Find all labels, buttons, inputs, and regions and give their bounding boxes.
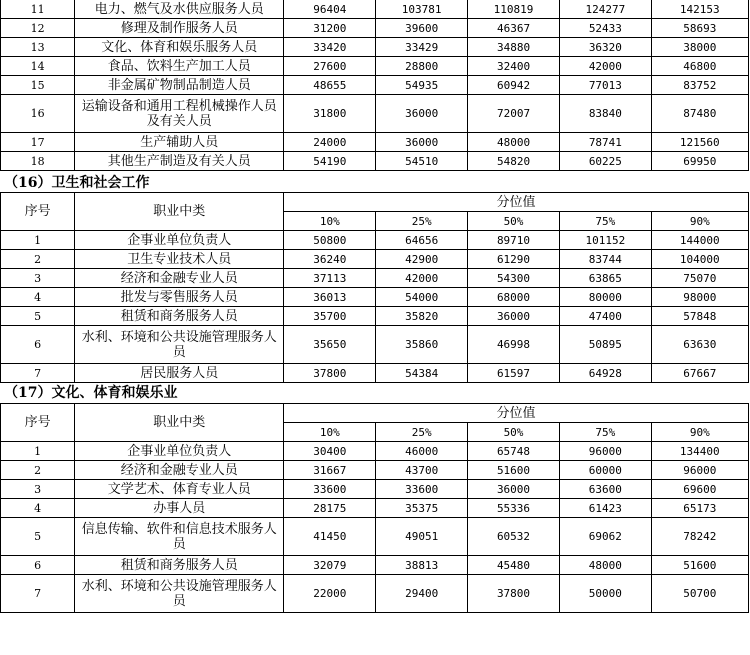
quantile-value: 121560 [651, 133, 748, 152]
occupation-name: 批发与零售服务人员 [75, 288, 284, 307]
quantile-value: 83744 [560, 250, 651, 269]
quantile-value: 46367 [467, 19, 559, 38]
quantile-value: 103781 [376, 0, 467, 19]
quantile-value: 65748 [467, 442, 559, 461]
quantile-value: 37800 [467, 575, 559, 613]
quantile-value: 89710 [467, 231, 559, 250]
quantile-value: 46998 [467, 326, 559, 364]
row-index: 16 [1, 95, 75, 133]
row-index: 1 [1, 442, 75, 461]
quantile-value: 69950 [651, 152, 748, 171]
table-row [1, 231, 749, 250]
table-body-section17 [1, 442, 749, 613]
table-row [1, 442, 749, 461]
quantile-value: 98000 [651, 288, 748, 307]
quantile-value: 54000 [376, 288, 467, 307]
row-index: 7 [1, 364, 75, 383]
header-p90: 90% [651, 212, 748, 231]
row-index: 18 [1, 152, 75, 171]
table-row [1, 364, 749, 383]
occupation-name: 经济和金融专业人员 [75, 269, 284, 288]
occupation-name: 居民服务人员 [75, 364, 284, 383]
row-index: 2 [1, 250, 75, 269]
quantile-value: 83752 [651, 76, 748, 95]
quantile-value: 43700 [376, 461, 467, 480]
row-index: 3 [1, 269, 75, 288]
quantile-value: 60942 [467, 76, 559, 95]
table-row [1, 95, 749, 133]
table-row [1, 461, 749, 480]
quantile-value: 42900 [376, 250, 467, 269]
quantile-value: 104000 [651, 250, 748, 269]
quantile-value: 87480 [651, 95, 748, 133]
quantile-value: 61290 [467, 250, 559, 269]
row-index: 17 [1, 133, 75, 152]
quantile-value: 63630 [651, 326, 748, 364]
row-index: 5 [1, 307, 75, 326]
quantile-value: 31667 [284, 461, 376, 480]
quantile-value: 27600 [284, 57, 376, 76]
table-row [1, 480, 749, 499]
quantile-value: 33600 [284, 480, 376, 499]
quantile-value: 48000 [467, 133, 559, 152]
row-index: 4 [1, 288, 75, 307]
quantile-value: 49051 [376, 518, 467, 556]
table-row [1, 250, 749, 269]
quantile-value: 60225 [560, 152, 651, 171]
header-p10: 10% [284, 212, 376, 231]
quantile-value: 36240 [284, 250, 376, 269]
quantile-value: 69062 [560, 518, 651, 556]
row-index: 4 [1, 499, 75, 518]
quantile-value: 36000 [467, 307, 559, 326]
row-index: 3 [1, 480, 75, 499]
section-title-16: （16）卫生和社会工作 [4, 175, 150, 191]
quantile-value: 55336 [467, 499, 559, 518]
occupation-name: 信息传输、软件和信息技术服务人员 [75, 518, 284, 556]
quantile-value: 57848 [651, 307, 748, 326]
occupation-name: 经济和金融专业人员 [75, 461, 284, 480]
occupation-name: 文化、体育和娱乐服务人员 [75, 38, 284, 57]
table-section17 [0, 403, 749, 613]
occupation-name: 生产辅助人员 [75, 133, 284, 152]
header-p50: 50% [467, 212, 559, 231]
table-row [1, 38, 749, 57]
quantile-value: 33429 [376, 38, 467, 57]
table-row [1, 288, 749, 307]
table-section16 [0, 192, 749, 383]
occupation-name: 租赁和商务服务人员 [75, 307, 284, 326]
quantile-value: 37800 [284, 364, 376, 383]
header-quantile: 分位值 [284, 193, 749, 212]
header-p10: 10% [284, 423, 376, 442]
row-index: 1 [1, 231, 75, 250]
occupation-name: 其他生产制造及有关人员 [75, 152, 284, 171]
quantile-value: 54384 [376, 364, 467, 383]
quantile-value: 58693 [651, 19, 748, 38]
table-body-section15 [1, 0, 749, 171]
occupation-name: 食品、饮料生产加工人员 [75, 57, 284, 76]
quantile-value: 61597 [467, 364, 559, 383]
row-index: 6 [1, 556, 75, 575]
section-title-17: （17）文化、体育和娱乐业 [4, 385, 178, 401]
occupation-name: 卫生专业技术人员 [75, 250, 284, 269]
quantile-value: 24000 [284, 133, 376, 152]
quantile-value: 31800 [284, 95, 376, 133]
quantile-value: 39600 [376, 19, 467, 38]
quantile-value: 72007 [467, 95, 559, 133]
table-row [1, 499, 749, 518]
row-index: 11 [1, 0, 75, 19]
occupation-name: 电力、燃气及水供应服务人员 [75, 0, 284, 19]
occupation-name: 企事业单位负责人 [75, 231, 284, 250]
table-row [1, 556, 749, 575]
occupation-name: 水利、环境和公共设施管理服务人员 [75, 326, 284, 364]
quantile-value: 60000 [560, 461, 651, 480]
quantile-value: 33600 [376, 480, 467, 499]
table-row [1, 19, 749, 38]
occupation-name: 办事人员 [75, 499, 284, 518]
quantile-value: 50700 [651, 575, 748, 613]
quantile-value: 78242 [651, 518, 748, 556]
quantile-value: 52433 [560, 19, 651, 38]
header-p75: 75% [560, 212, 651, 231]
quantile-value: 83840 [560, 95, 651, 133]
quantile-value: 36013 [284, 288, 376, 307]
header-p90: 90% [651, 423, 748, 442]
quantile-value: 67667 [651, 364, 748, 383]
occupation-name: 租赁和商务服务人员 [75, 556, 284, 575]
header-p25: 25% [376, 423, 467, 442]
quantile-value: 63865 [560, 269, 651, 288]
quantile-value: 77013 [560, 76, 651, 95]
occupation-name: 非金属矿物制品制造人员 [75, 76, 284, 95]
row-index: 13 [1, 38, 75, 57]
occupation-name: 水利、环境和公共设施管理服务人员 [75, 575, 284, 613]
quantile-value: 38813 [376, 556, 467, 575]
table-row [1, 307, 749, 326]
quantile-value: 33420 [284, 38, 376, 57]
quantile-value: 30400 [284, 442, 376, 461]
table-body-section16 [1, 231, 749, 383]
header-p75: 75% [560, 423, 651, 442]
quantile-value: 35650 [284, 326, 376, 364]
quantile-value: 51600 [651, 556, 748, 575]
quantile-value: 80000 [560, 288, 651, 307]
quantile-value: 35700 [284, 307, 376, 326]
quantile-value: 28175 [284, 499, 376, 518]
header-category: 职业中类 [75, 404, 284, 442]
quantile-value: 42000 [560, 57, 651, 76]
quantile-value: 54935 [376, 76, 467, 95]
quantile-value: 46000 [376, 442, 467, 461]
quantile-value: 75070 [651, 269, 748, 288]
table-row [1, 0, 749, 19]
quantile-value: 96404 [284, 0, 376, 19]
quantile-value: 142153 [651, 0, 748, 19]
quantile-value: 50800 [284, 231, 376, 250]
quantile-value: 32079 [284, 556, 376, 575]
quantile-value: 69600 [651, 480, 748, 499]
quantile-value: 47400 [560, 307, 651, 326]
quantile-value: 35375 [376, 499, 467, 518]
quantile-value: 22000 [284, 575, 376, 613]
quantile-value: 65173 [651, 499, 748, 518]
quantile-value: 35820 [376, 307, 467, 326]
table-row [1, 152, 749, 171]
quantile-value: 28800 [376, 57, 467, 76]
row-index: 12 [1, 19, 75, 38]
quantile-value: 34880 [467, 38, 559, 57]
row-index: 7 [1, 575, 75, 613]
quantile-value: 31200 [284, 19, 376, 38]
quantile-value: 50895 [560, 326, 651, 364]
occupation-name: 运输设备和通用工程机械操作人员及有关人员 [75, 95, 284, 133]
quantile-value: 46800 [651, 57, 748, 76]
quantile-value: 54300 [467, 269, 559, 288]
quantile-value: 60532 [467, 518, 559, 556]
occupation-name: 文学艺术、体育专业人员 [75, 480, 284, 499]
header-p25: 25% [376, 212, 467, 231]
quantile-value: 36320 [560, 38, 651, 57]
table-row [1, 76, 749, 95]
header-seq: 序号 [1, 193, 75, 231]
quantile-value: 54510 [376, 152, 467, 171]
quantile-value: 124277 [560, 0, 651, 19]
quantile-value: 38000 [651, 38, 748, 57]
header-seq: 序号 [1, 404, 75, 442]
quantile-value: 45480 [467, 556, 559, 575]
table-row [1, 326, 749, 364]
quantile-value: 29400 [376, 575, 467, 613]
quantile-value: 51600 [467, 461, 559, 480]
quantile-value: 61423 [560, 499, 651, 518]
row-index: 2 [1, 461, 75, 480]
header-quantile: 分位值 [284, 404, 749, 423]
quantile-value: 68000 [467, 288, 559, 307]
quantile-value: 96000 [560, 442, 651, 461]
header-p50: 50% [467, 423, 559, 442]
row-index: 6 [1, 326, 75, 364]
quantile-value: 32400 [467, 57, 559, 76]
table-row [1, 57, 749, 76]
quantile-value: 64928 [560, 364, 651, 383]
table-row [1, 133, 749, 152]
table-section15 [0, 0, 749, 171]
quantile-value: 37113 [284, 269, 376, 288]
quantile-value: 50000 [560, 575, 651, 613]
quantile-value: 78741 [560, 133, 651, 152]
quantile-value: 63600 [560, 480, 651, 499]
quantile-value: 48655 [284, 76, 376, 95]
occupation-name: 企事业单位负责人 [75, 442, 284, 461]
quantile-value: 110819 [467, 0, 559, 19]
table-row [1, 575, 749, 613]
quantile-value: 54820 [467, 152, 559, 171]
table-row [1, 269, 749, 288]
quantile-value: 64656 [376, 231, 467, 250]
quantile-value: 41450 [284, 518, 376, 556]
quantile-value: 36000 [376, 133, 467, 152]
quantile-value: 36000 [376, 95, 467, 133]
quantile-value: 42000 [376, 269, 467, 288]
row-index: 5 [1, 518, 75, 556]
quantile-value: 101152 [560, 231, 651, 250]
table-row [1, 518, 749, 556]
quantile-value: 36000 [467, 480, 559, 499]
quantile-value: 144000 [651, 231, 748, 250]
quantile-value: 54190 [284, 152, 376, 171]
quantile-value: 35860 [376, 326, 467, 364]
occupation-name: 修理及制作服务人员 [75, 19, 284, 38]
quantile-value: 134400 [651, 442, 748, 461]
row-index: 15 [1, 76, 75, 95]
quantile-value: 48000 [560, 556, 651, 575]
header-category: 职业中类 [75, 193, 284, 231]
row-index: 14 [1, 57, 75, 76]
quantile-value: 96000 [651, 461, 748, 480]
